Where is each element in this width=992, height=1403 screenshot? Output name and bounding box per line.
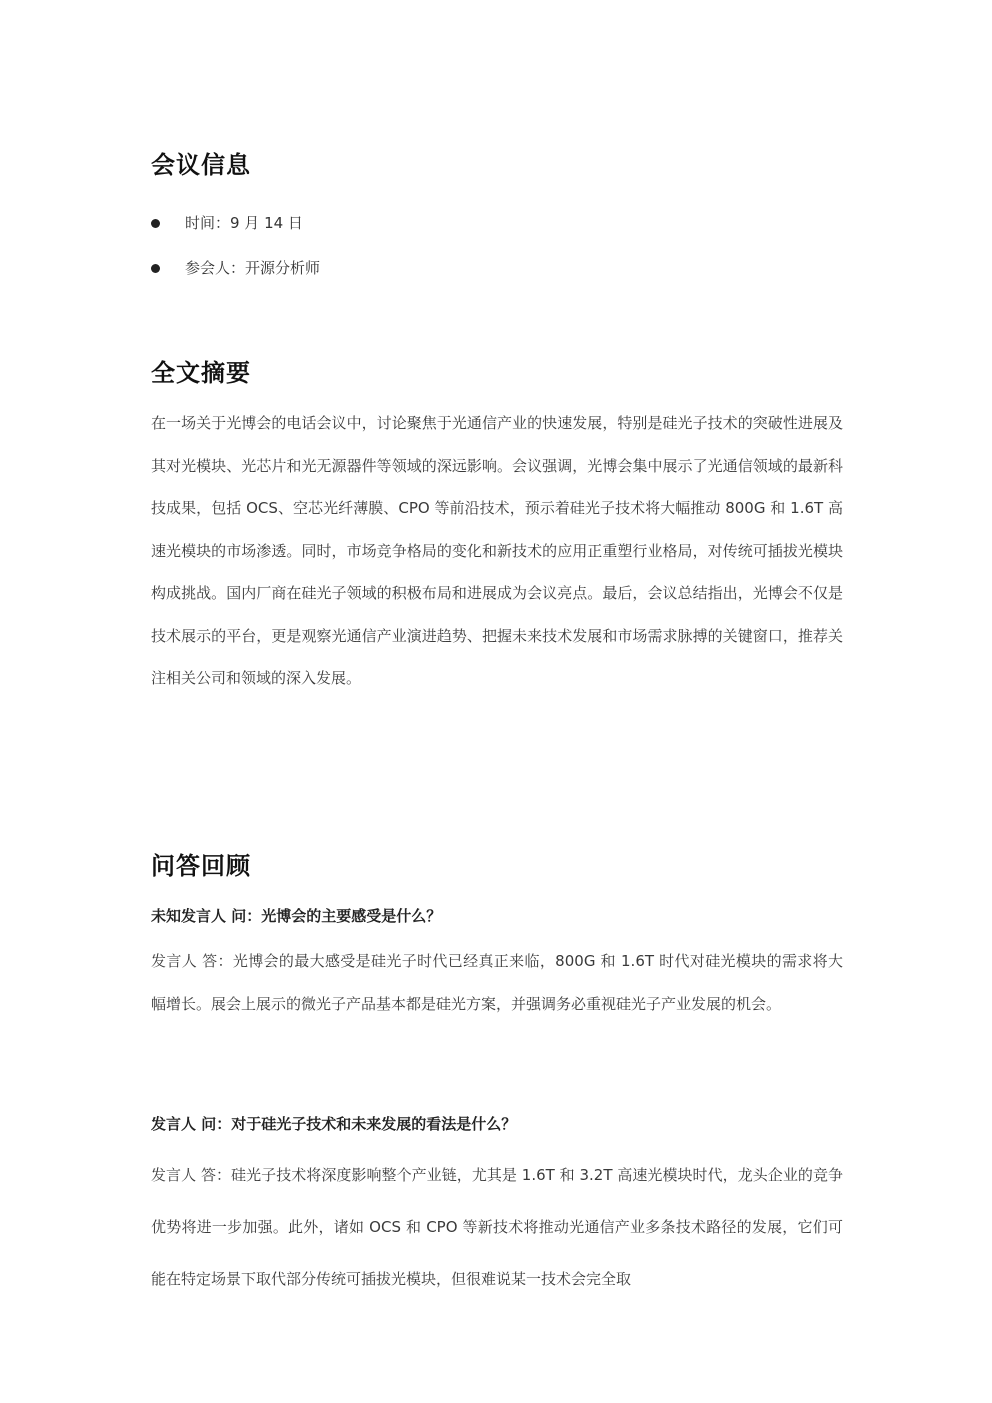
meeting-participants-text: 参会人：开源分析师	[185, 259, 321, 277]
qa-answer-2-block	[151, 1149, 843, 1305]
qa-question-1: 未知发言人 问：光博会的主要感受是什么？	[151, 907, 442, 925]
qa-heading: 问答回顾	[151, 852, 251, 880]
summary-section	[151, 402, 843, 700]
meeting-info-heading: 会议信息	[151, 151, 251, 179]
bullet-icon	[151, 264, 160, 273]
meeting-time-text: 时间：9 月 14 日	[185, 214, 303, 232]
bullet-icon	[151, 219, 160, 228]
qa-answer-1: 发言人 答：光博会的最大感受是硅光子时代已经真正来临，800G 和 1.6T 时代对硅光模块的需求将大幅增长。展会上展示的微光子产品基本都是硅光方案，并强调务必重视硅光子产业发展的机会。	[151, 952, 843, 1013]
qa-answer-2: 发言人 答：硅光子技术将深度影响整个产业链，尤其是 1.6T 和 3.2T 高速光模块时代，龙头企业的竞争优势将进一步加强。此外，诸如 OCS 和 CPO 等新技术将推动光通信产业多条技术路径的发展，它们可能在特定场景下取代部分传统可插拔光模块，但很难说某一技术会完全取	[151, 1166, 843, 1288]
summary-paragraph: 在一场关于光博会的电话会议中，讨论聚焦于光通信产业的快速发展，特别是硅光子技术的突破性进展及其对光模块、光芯片和光无源器件等领域的深远影响。会议强调，光博会集中展示了光通信领域的最新科技成果，包括 OCS、空芯光纤薄膜、CPO 等前沿技术，预示着硅光子技术将大幅推动 800G 和 1.6T 高速光模块的市场渗透。同时，市场竞争格局的变化和新技术的应用正重塑行业格局，对传统可插拔光模块构成挑战。国内厂商在硅光子领域的积极布局和进展成为会议亮点。最后，会议总结指出，光博会不仅是技术展示的平台，更是观察光通信产业演进趋势、把握未来技术发展和市场需求脉搏的关键窗口，推荐关注相关公司和领域的深入发展。	[151, 414, 843, 687]
qa-answer-1-block	[151, 940, 843, 1026]
qa-question-2: 发言人 问：对于硅光子技术和未来发展的看法是什么？	[151, 1115, 517, 1133]
summary-heading: 全文摘要	[151, 359, 251, 387]
